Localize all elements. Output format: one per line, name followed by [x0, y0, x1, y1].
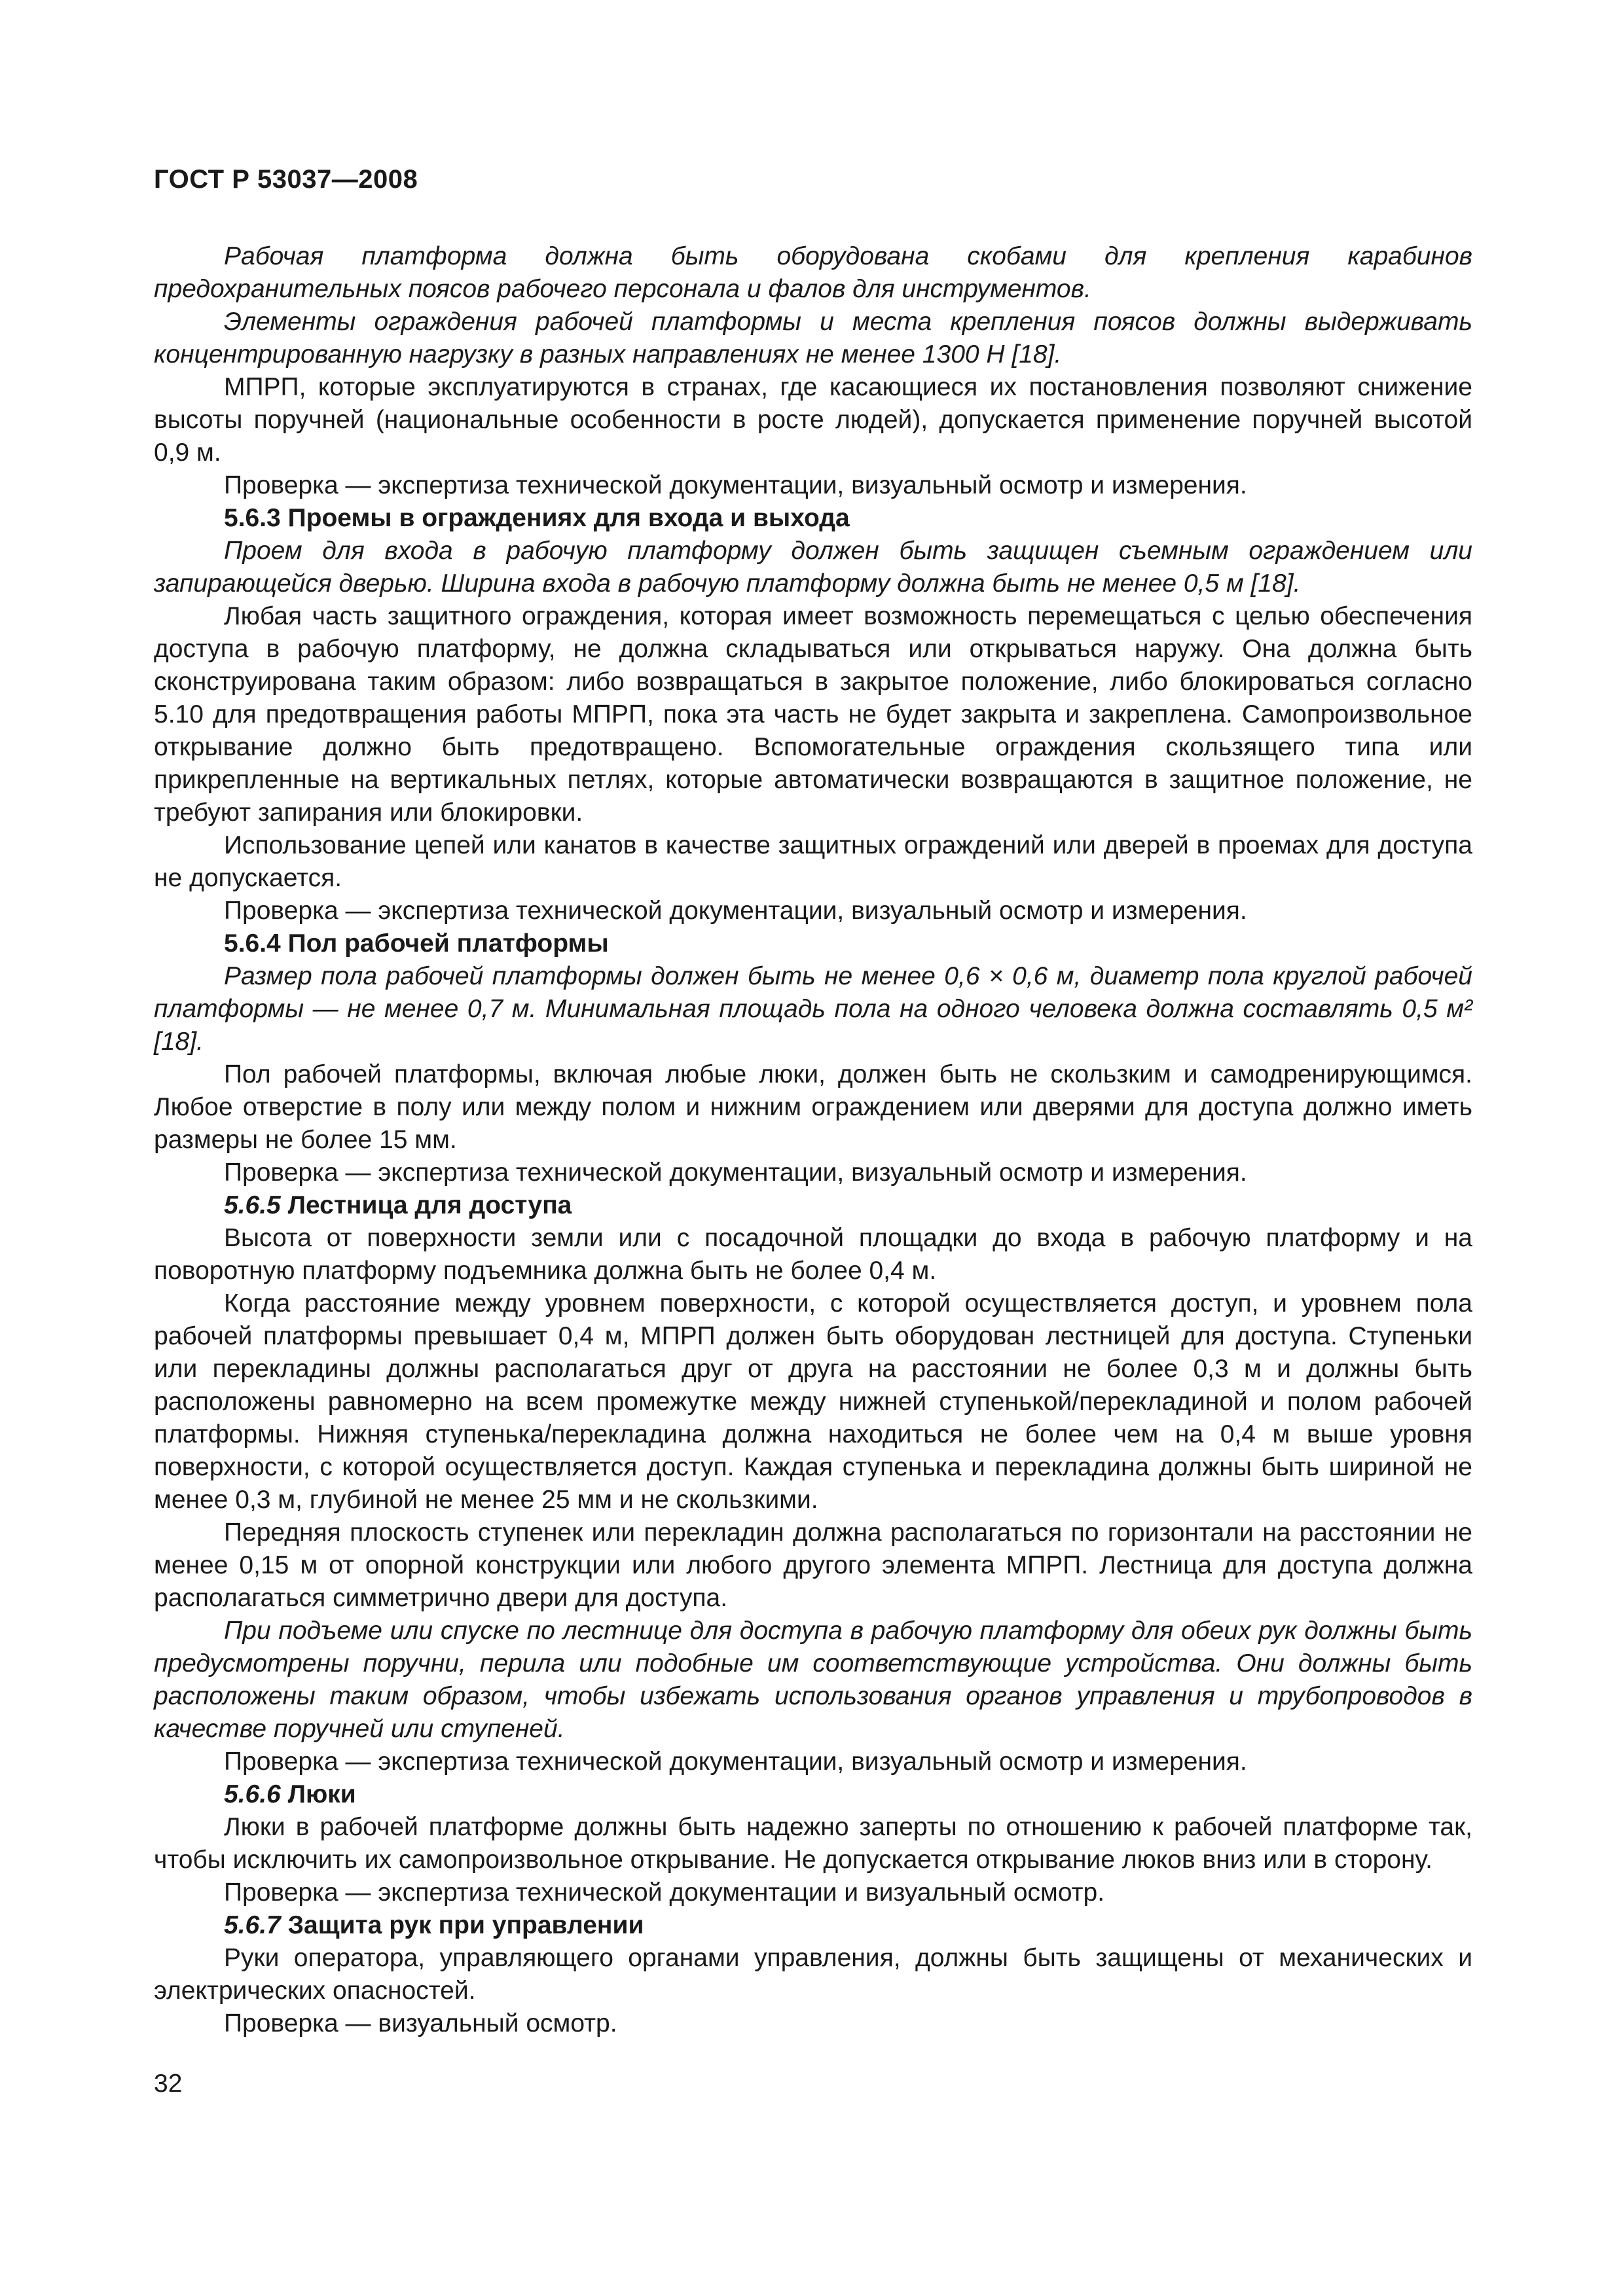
- section-number: 5.6.5: [224, 1191, 281, 1219]
- text-paragraph: Проверка — экспертиза технической документации, визуальный осмотр и измерения.: [224, 897, 1247, 925]
- text-paragraph: Передняя плоскость ступенек или перекладин должна располагаться по горизонтали на расстоянии не менее 0,15 м от опорной конструкции или любого другого элемента МПРП. Лестница для доступа должна располагаться симметрично двери для доступа.: [154, 1518, 1472, 1612]
- section-title: Люки: [287, 1780, 356, 1808]
- text-paragraph: Проверка — экспертиза технической документации, визуальный осмотр и измерения.: [224, 471, 1247, 499]
- document-body: [154, 240, 1472, 2040]
- text-paragraph: Когда расстояние между уровнем поверхности, с которой осуществляется доступ, и уровнем пола рабочей платформы превышает 0,4 м, МПРП должен быть оборудован лестницей для доступа. Ступеньки или перекладины должны располагаться друг от друга на расстоянии не более 0,3 м и должны быть расположены равномерно на всем промежутке между нижней ступенькой/перекладиной и полом рабочей платформы. Нижняя ступенька/перекладина должна находиться не более чем на 0,4 м выше уровня поверхности, с которой осуществляется доступ. Каждая ступенька и перекладина должны быть шириной не менее 0,3 м, глубиной не менее 25 мм и не скользкими.: [154, 1289, 1472, 1514]
- section-heading: [154, 927, 1472, 960]
- text-paragraph: Проверка — экспертиза технической документации и визуальный осмотр.: [224, 1878, 1105, 1907]
- requirement-paragraph: Элементы ограждения рабочей платформы и места крепления поясов должны выдерживать концентрированную нагрузку в разных направлениях не менее 1300 Н [18].: [154, 308, 1472, 368]
- section-heading: [154, 1778, 1472, 1811]
- requirement-paragraph: Рабочая платформа должна быть оборудована скобами для крепления карабинов предохранительных поясов рабочего персонала и фалов для инструментов.: [154, 242, 1472, 303]
- text-paragraph: МПРП, которые эксплуатируются в странах, где касающиеся их постановления позволяют снижение высоты поручней (национальные особенности в росте людей), допускается применение поручней высотой 0,9 м.: [154, 373, 1472, 467]
- section-title: Лестница для доступа: [287, 1191, 572, 1219]
- text-paragraph: Пол рабочей платформы, включая любые люки, должен быть не скользким и самодренирующимся. Любое отверстие в полу или между полом и нижним ограждением или дверями для доступа должно иметь размеры не более 15 мм.: [154, 1060, 1472, 1154]
- text-paragraph: Руки оператора, управляющего органами управления, должны быть защищены от механических и электрических опасностей.: [154, 1944, 1472, 2005]
- text-paragraph: Использование цепей или канатов в качестве защитных ограждений или дверей в проемах для доступа не допускается.: [154, 831, 1472, 892]
- section-number: 5.6.6: [224, 1780, 281, 1808]
- section-number: 5.6.7: [224, 1911, 281, 1939]
- section-heading: [154, 1189, 1472, 1222]
- section-title: Проемы в ограждениях для входа и выхода: [287, 504, 850, 532]
- text-paragraph: Высота от поверхности земли или с посадочной площадки до входа в рабочую платформу и на поворотную платформу подъемника должна быть не более 0,4 м.: [154, 1224, 1472, 1285]
- text-paragraph: Проверка — экспертиза технической документации, визуальный осмотр и измерения.: [224, 1158, 1247, 1187]
- text-paragraph: Проверка — визуальный осмотр.: [224, 2009, 617, 2037]
- page-number: 32: [154, 2070, 183, 2098]
- requirement-paragraph: При подъеме или спуске по лестнице для доступа в рабочую платформу для обеих рук должны быть предусмотрены поручни, перила или подобные им соответствующие устройства. Они должны быть расположены таким образом, чтобы избежать использования органов управления и трубопроводов в качестве поручней или ступеней.: [154, 1617, 1472, 1743]
- text-paragraph: Проверка — экспертиза технической документации, визуальный осмотр и измерения.: [224, 1748, 1247, 1776]
- section-number: 5.6.4: [224, 929, 281, 958]
- requirement-paragraph: Проем для входа в рабочую платформу должен быть защищен съемным ограждением или запирающейся дверью. Ширина входа в рабочую платформу должна быть не менее 0,5 м [18].: [154, 537, 1472, 598]
- section-title: Защита рук при управлении: [287, 1911, 644, 1939]
- section-number: 5.6.3: [224, 504, 281, 532]
- requirement-paragraph: Размер пола рабочей платформы должен быть не менее 0,6 × 0,6 м, диаметр пола круглой рабочей платформы — не менее 0,7 м. Минимальная площадь пола на одного человека должна составлять 0,5 м² [18].: [154, 962, 1472, 1056]
- section-title: Пол рабочей платформы: [287, 929, 609, 958]
- document-header: ГОСТ Р 53037—2008: [154, 165, 418, 194]
- text-paragraph: Люки в рабочей платформе должны быть надежно заперты по отношению к рабочей платформе так, чтобы исключить их самопроизвольное открывание. Не допускается открывание люков вниз или в сторону.: [154, 1813, 1472, 1874]
- section-heading: [154, 1909, 1472, 1942]
- section-heading: [154, 502, 1472, 535]
- text-paragraph: Любая часть защитного ограждения, которая имеет возможность перемещаться с целью обеспечения доступа в рабочую платформу, не должна складываться или открываться наружу. Она должна быть сконструирована таким образом: либо возвращаться в закрытое положение, либо блокироваться согласно 5.10 для предотвращения работы МПРП, пока эта часть не будет закрыта и закреплена. Самопроизвольное открывание должно быть предотвращено. Вспомогательные ограждения скользящего типа или прикрепленные на вертикальных петлях, которые автоматически возвращаются в защитное положение, не требуют запирания или блокировки.: [154, 602, 1472, 827]
